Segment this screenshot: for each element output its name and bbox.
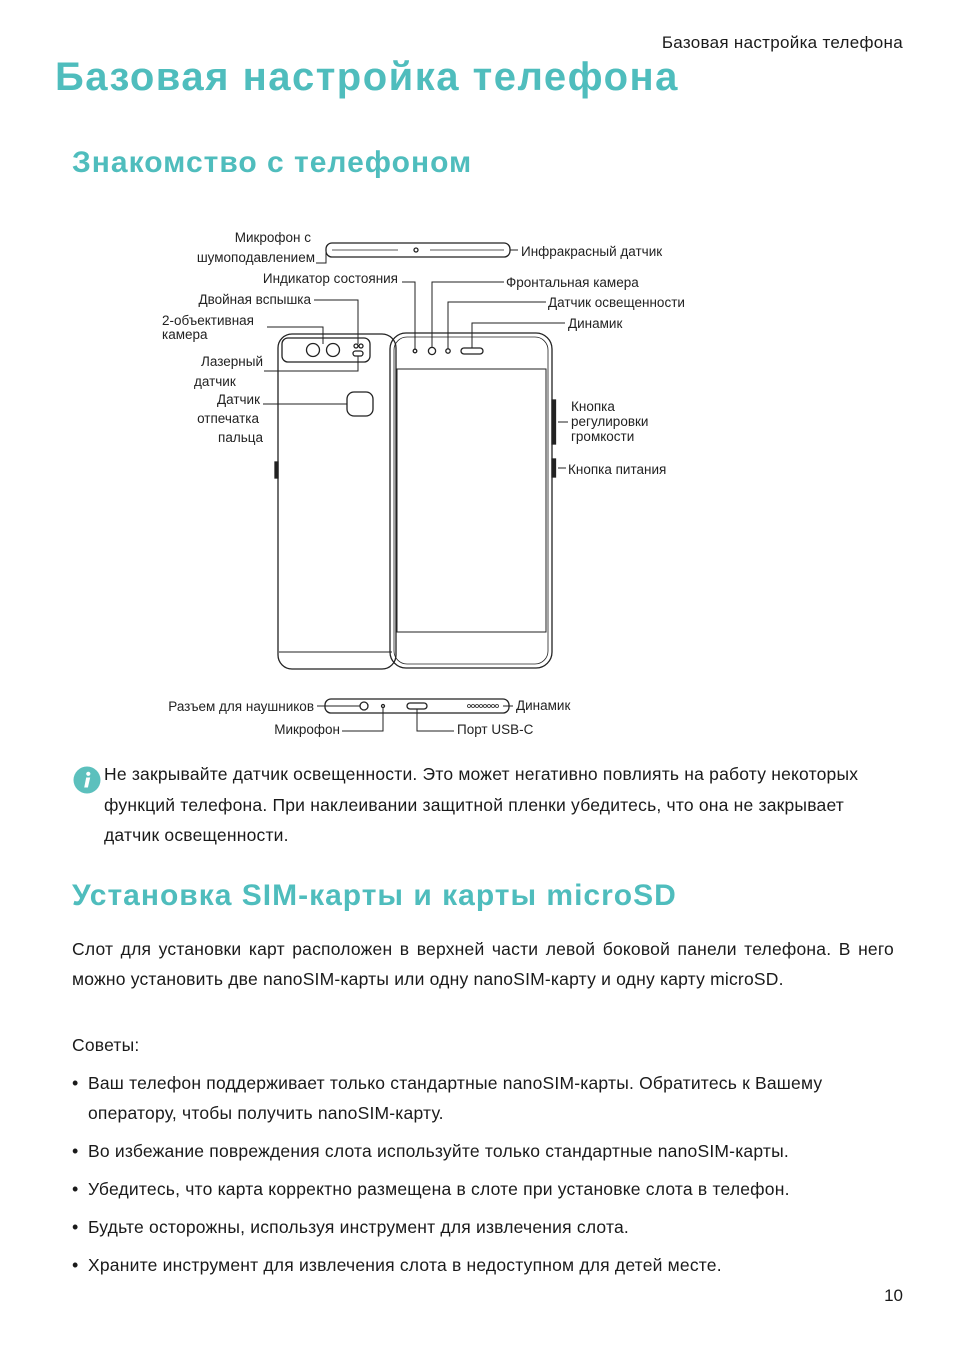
list-item: • Храните инструмент для извлечения слота в недоступном для детей месте. (72, 1250, 902, 1280)
label-dual-flash: Двойная вспышка (198, 292, 311, 307)
status-led (413, 349, 417, 353)
label-ir-sensor: Инфракрасный датчик (521, 244, 663, 259)
list-item: • Во избежание повреждения слота используйте только стандартные nanoSIM-карты. (72, 1136, 902, 1166)
label-volume-3: громкости (571, 429, 635, 444)
volume-button (552, 400, 556, 444)
label-headphone-jack: Разъем для наушников (168, 699, 314, 714)
earpiece-slot (461, 348, 483, 354)
label-noise-mic-1: Микрофон с (234, 230, 311, 245)
phone-back (278, 334, 396, 669)
label-front-camera: Фронтальная камера (506, 275, 639, 290)
label-fingerprint-3: пальца (218, 430, 263, 445)
list-item: • Убедитесь, что карта корректно размещена в слоте при установке слота в телефон. (72, 1174, 902, 1204)
camera-lens-2 (327, 344, 340, 357)
label-volume-2: регулировки (571, 414, 649, 429)
power-button (552, 459, 556, 477)
headphone-jack (360, 702, 368, 710)
label-laser-1: Лазерный (201, 354, 263, 369)
sim-intro-paragraph: Слот для установки карт расположен в верхней части левой боковой панели телефона. В него можно установить две nanoSIM-карты или одну nanoSIM-карту и одну карту microSD. (72, 939, 894, 989)
tips-label: Советы: (72, 1035, 140, 1055)
label-usb-port: Порт USB-C (457, 722, 534, 737)
bottom-mic-hole (382, 705, 385, 708)
page-number: 10 (884, 1286, 903, 1305)
phone-front (390, 333, 552, 668)
flash-2 (359, 344, 363, 348)
label-laser-2: датчик (194, 374, 236, 389)
back-side-button (275, 462, 278, 478)
flash-1 (354, 344, 358, 348)
label-fingerprint-1: Датчик (216, 392, 260, 407)
noise-mic-hole (414, 248, 418, 252)
camera-lens-1 (307, 344, 320, 357)
label-light-sensor: Датчик освещенности (548, 295, 685, 310)
laser-sensor (353, 351, 363, 356)
label-bottom-speaker: Динамик (516, 698, 571, 713)
list-item: • Ваш телефон поддерживает только стандартные nanoSIM-карты. Обратитесь к Вашему оператору, чтобы получить nanoSIM-карту. (72, 1068, 902, 1128)
note-text: Не закрывайте датчик освещенности. Это может негативно повлиять на работу некоторых функций телефона. При наклеивании защитной пленки убедитесь, что она не закрывает датчик освещенности. (104, 764, 859, 845)
chapter-title: Базовая настройка телефона (55, 55, 679, 99)
label-power: Кнопка питания (568, 462, 667, 477)
usb-c-port (407, 703, 427, 709)
label-noise-mic-2: шумоподавлением (196, 250, 315, 265)
label-status-led: Индикатор состояния (262, 271, 398, 286)
list-item: • Будьте осторожны, используя инструмент для извлечения слота. (72, 1212, 902, 1242)
running-header: Базовая настройка телефона (661, 33, 903, 52)
fingerprint-sensor (347, 392, 373, 416)
front-camera (428, 347, 435, 354)
label-dual-camera-2: камера (162, 327, 208, 342)
section-title-phone-overview: Знакомство с телефоном (72, 146, 473, 179)
label-dual-camera-1: 2-объективная (162, 313, 254, 328)
label-fingerprint-2: отпечатка (197, 411, 259, 426)
tips-list (72, 1068, 902, 1288)
section-title-sim-install: Установка SIM-карты и карты microSD (72, 879, 677, 912)
label-earpiece: Динамик (568, 316, 623, 331)
info-icon (73, 766, 101, 794)
light-sensor (446, 349, 450, 353)
label-bottom-mic: Микрофон (274, 722, 340, 737)
screen (397, 369, 546, 632)
label-volume-1: Кнопка (571, 399, 615, 414)
